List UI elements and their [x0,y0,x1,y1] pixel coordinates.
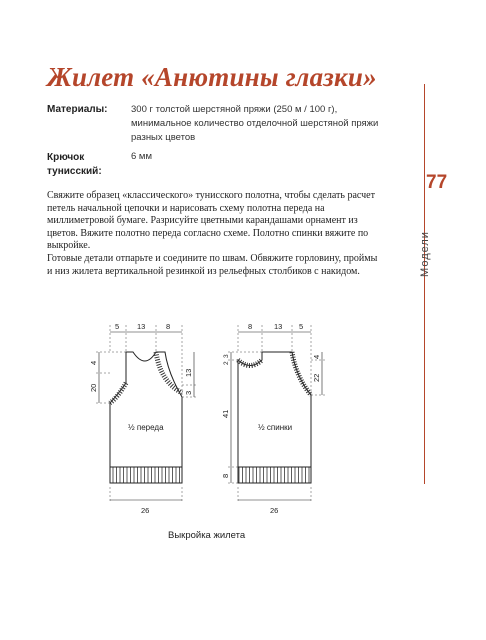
instructions-paragraph-2: Готовые детали отпарьте и соедините по швам. Обвяжите горловину, проймы и низ жилета вертикальной резинкой из рельефных столбиков с накидом. [47,252,378,277]
back-top-dim-2: 13 [274,322,283,331]
front-label: ½ переда [128,423,164,432]
front-ribbing [110,467,182,483]
back-bottom-dim: 26 [270,506,279,515]
back-left-dim-4: 8 [221,473,230,478]
page-number: 77 [426,172,448,193]
back-top-dim-3: 5 [299,322,304,331]
front-bottom-dim: 26 [141,506,150,515]
back-left-dim-2: 2 [223,361,230,365]
back-left-dim-3: 41 [221,409,230,418]
back-ribbing [238,467,311,483]
materials-text: 300 г толстой шерстяной пряжи (250 м / 100 г), минимальное количество отделочной шерстяной пряжи разных цветов [131,104,379,143]
front-left-dim-1: 4 [89,360,98,365]
section-label: Модели [418,231,431,277]
back-piece [221,322,326,515]
front-left-dim-2: 20 [89,383,98,392]
front-top-dim-1: 5 [115,322,120,331]
back-armhole-trim [292,352,311,395]
front-outline [110,352,182,467]
front-right-dim-1: 13 [184,368,193,377]
back-top-dim-1: 8 [248,322,253,331]
front-piece [89,322,198,515]
back-right-dim-1: 4 [312,354,321,359]
page-title: Жилет «Анютины глазки» [47,62,377,92]
diagram-caption: Выкройка жилета [168,530,246,541]
front-top-dim-3: 8 [166,322,171,331]
materials-label: Материалы: [47,104,108,115]
back-left-dim-1: 3 [223,354,230,358]
front-right-dim-2: 3 [184,390,193,395]
back-right-dim-2: 22 [312,373,321,382]
front-top-dim-2: 13 [137,322,146,331]
hook-label: Крючок тунисский: [47,152,102,177]
instructions-paragraph-1: Свяжите образец «классического» тунисского полотна, чтобы сделать расчет петель начальной цепочки и нарисовать схему полотна переда на миллиметровой бумаге. Разрисуйте цветными карандашами орнамент из цветов. Вяжите полотно переда согласно схеме. Полотно спинки вяжите по выкройке. [47,190,375,252]
back-outline [238,352,311,467]
vest-pattern-diagram [0,315,486,545]
front-neck-trim [156,352,182,393]
instructions [47,190,382,278]
hook-value: 6 мм [131,151,152,162]
back-label: ½ спинки [258,423,293,432]
